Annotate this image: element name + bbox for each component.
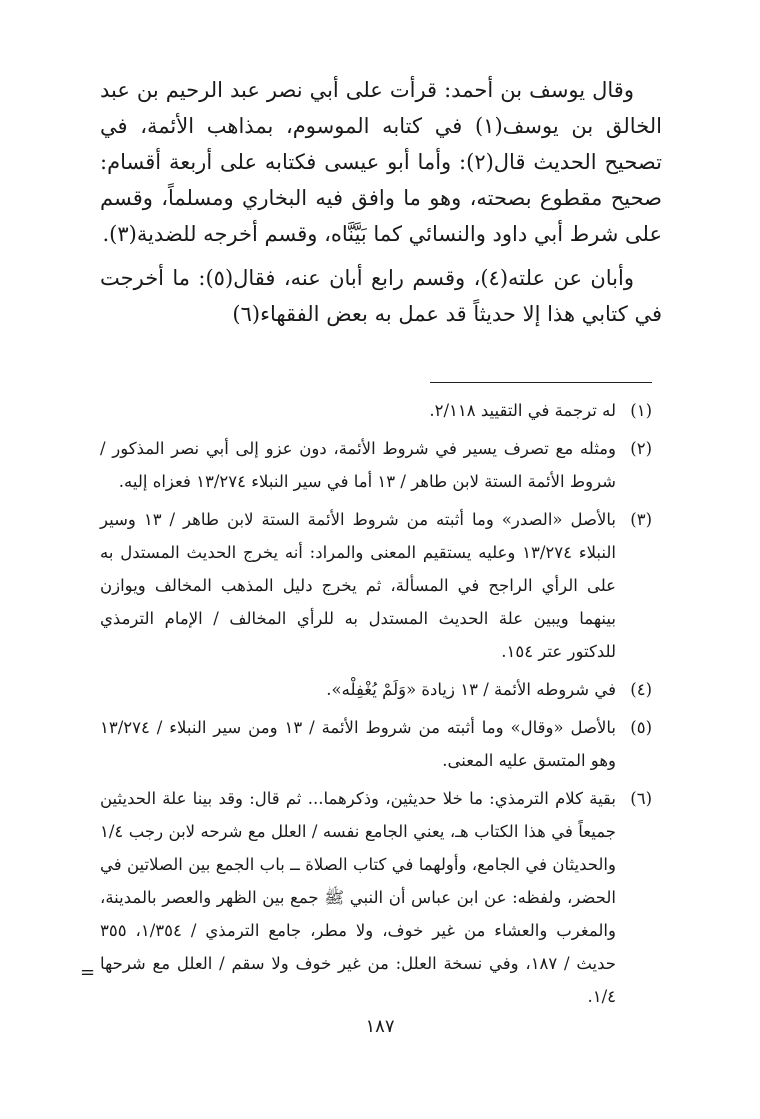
footnote-5: [100, 711, 652, 777]
footnote-text: بالأصل «الصدر» وما أثبته من شروط الأئمة الستة لابن طاهر / ١٣ وسير النبلاء ١٣/٢٧٤ وعليه يستقيم المعنى والمراد: أنه يخرج الحديث المستدل به على الرأي الراجح في المسألة، ثم يخرج دليل المذهب المخالف ويوازن بينهما ويبين علة الحديث المستدل به للرأي المخالف / الإمام الترمذي للدكتور عتر ١٥٤.: [100, 510, 616, 661]
footnote-number: (١): [630, 401, 652, 420]
footnote-text: له ترجمة في التقييد ٢/١١٨.: [429, 401, 616, 420]
footnote-text: بقية كلام الترمذي: ما خلا حديثين، وذكرهما... ثم قال: وقد بينا علة الحديثين جميعاً في هذا الكتاب هـ، يعني الجامع نفسه / العلل مع شرحه لابن رجب ١/٤ والحديثان في الجامع، وأولهما في كتاب الصلاة ــ باب الجمع بين الصلاتين في الحضر، ولفظه: عن ابن عباس أن النبي ﷺ جمع بين الظهر والعصر بالمدينة، والمغرب والعشاء من غير خوف، ولا مطر، جامع الترمذي / ١/٣٥٤، ٣٥٥ حديث / ١٨٧، وفي نسخة العلل: من غير خوف ولا سقم / العلل مع شرحها ١/٤.: [100, 789, 616, 1006]
footnotes: [100, 394, 652, 1018]
footnote-number: (٤): [630, 680, 652, 699]
page-number: ١٨٧: [365, 1016, 395, 1037]
footnote-2: [100, 432, 652, 498]
footnote-separator: [430, 382, 652, 383]
footnote-number: (٢): [630, 439, 652, 458]
footnote-text: بالأصل «وقال» وما أثبته من شروط الأئمة / ١٣ ومن سير النبلاء / ١٣/٢٧٤ وهو المتسق عليه المعنى.: [100, 718, 616, 770]
footnote-number: (٦): [630, 789, 652, 808]
footnote-number: (٥): [630, 718, 652, 737]
main-text: [100, 72, 662, 332]
main-paragraph-1: وقال يوسف بن أحمد: قرأت على أبي نصر عبد الرحيم بن عبد الخالق بن يوسف(١) في كتابه الموسوم، بمذاهب الأئمة، في تصحيح الحديث قال(٢): وأما أبو عيسى فكتابه على أربعة أقسام: صحيح مقطوع بصحته، وهو ما وافق فيه البخاري ومسلماً، وقسم على شرط أبي داود والنسائي كما بَيَّنَّاه، وقسم أخرجه للضدية(٣).: [100, 78, 662, 246]
footnote-number: (٣): [630, 510, 652, 529]
footnote-3: [100, 503, 652, 668]
footnote-text: ومثله مع تصرف يسير في شروط الأئمة، دون عزو إلى أبي نصر المذكور / شروط الأئمة الستة لابن طاهر / ١٣ أما في سير النبلاء ١٣/٢٧٤ فعزاه إليه.: [100, 439, 616, 491]
continuation-mark: =: [80, 962, 96, 983]
footnote-text: في شروطه الأئمة / ١٣ زيادة «وَلَمْ يُغْفِلْه».: [326, 680, 616, 699]
footnote-4: [100, 673, 652, 706]
footnote-6: [100, 782, 652, 1013]
footnote-1: [100, 394, 652, 427]
main-paragraph-2: وأبان عن علته(٤)، وقسم رابع أبان عنه، فقال(٥): ما أخرجت في كتابي هذا إلا حديثاً قد عمل به بعض الفقهاء(٦): [100, 266, 662, 326]
